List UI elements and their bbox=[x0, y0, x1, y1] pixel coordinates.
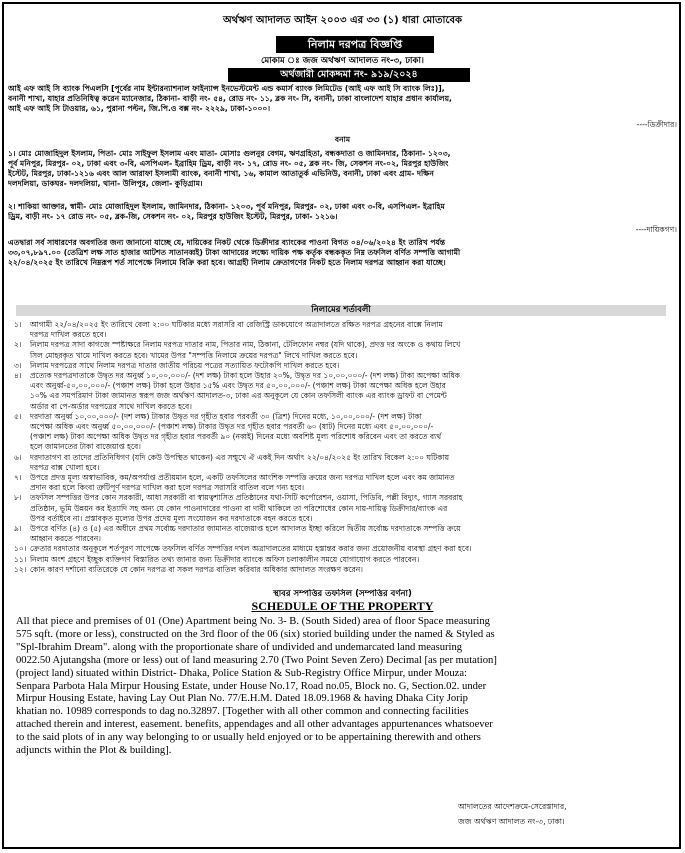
schedule-title-en: SCHEDULE OF THE PROPERTY bbox=[251, 600, 434, 613]
schedule-title-bn: স্থাবর সম্পত্তির তফসিল (সম্পত্তির বর্ণনা) bbox=[273, 589, 412, 599]
condition-item: ৩। নিলাম দরপত্রের সাথে নিলাম দরপত্র দাতার জাতীয় পরিচয় পত্রের সত্যায়িত ফটোকপি দাখিল করতে হবে। bbox=[14, 360, 340, 370]
condition-item: ৫। দরদাতা অনুর্ধ্ব ১০,০০,০০০/- (দশ লক্ষ) টাকার উদ্বৃত দর গৃহীত হবার পরবর্তী ৩০ (ত্রিশ) দিনের মধ্যে, ১০,০০,০০০/- (দশ লক্ষ) টাকা অপেক্ষা অধিক এবং অনুর্ধ্ব ৫০,০০,০০০/- (পঞ্চাশ লক্ষ) টাকার উদ্বৃত দর গৃহীত হবার পরবর্তী ৬০ (ষাট) দিনের মধ্যে এবং ৫০,০০,০০০/- (পঞ্চাশ লক্ষ) টাকা অপেক্ষা অধিক উদ্বৃত দর গৃহীত হবার পরবর্তী ৯০ (নব্বই) দিনের মধ্যে অবশিষ্ট মূল্য পরিশোধ করিবেন এবং তা করতে ব্যর্থ হলে জামানতের টাকা বাজেয়াপ্ত হবে। bbox=[14, 411, 442, 452]
defendant-line: ড্রিম, বাড়ী নং- ১৭ রোড নং- ০৫, ব্লক-জি, সেকশন নং- ০২, মিরপুর হাউজিং ইস্টেট, মিরপুর, ঢাকা- ১২১৬। bbox=[8, 212, 338, 221]
schedule-line: to the said plots of in any way belonging to or usually held enjoyed or to be appertaining therewith and others bbox=[16, 732, 481, 744]
schedule-line: All that piece and premises of 01 (One) Apartment being No. 3- B. (South Sided) area of floor Space measuring bbox=[16, 616, 490, 627]
plaintiff-line-2: বনানী শাখা, যাহার প্রতিনিধিত্ব করেন ম্যানেজার, ঠিকানা- বাড়ী নং- ৫৪, রোড নং- ১১, ব্লক নং- সি, বনানী, ঢাকা বাংলাদেশ যাহার প্রধান কার্যালয়, bbox=[8, 94, 452, 103]
defendant-line: ২। শাকিয়া আক্তার, স্বামী- মোঃ মোজাহিদুল ইসলাম, জামিনদার, ঠিকানা- ১২০৩, পূর্ব মনিপুর, মিরপুর- ০২, ঢাকা এবং ৩-বি, এসপিএল- ইব্রাহিম bbox=[8, 202, 445, 211]
schedule-line: "Spl-Ibrahim Dream". along with the proportionate share of undivided and undemarcated land measuring bbox=[16, 641, 463, 653]
plaintiff-line-1: আই এফ আই সি ব্যাংক পিএলসি [পূর্বের নাম ইন্টারন্যাশনাল ফাইন্যান্স ইনভেস্টমেন্ট এন্ড কমার্স ব্যাংক লিমিটেড (আই এফ আই সি ব্যাংক লিঃ)], bbox=[8, 84, 445, 93]
signature-line-2: জজ অর্থঋণ আদালত নং-৩, ঢাকা। bbox=[458, 817, 565, 826]
condition-item: ৬। দরদাতাগণ বা তাদের প্রতিনিধিগণ (যদি কেউ উপস্থিত থাকেন) এর সম্মুখে ঐ একই দিন অর্থাৎ ২২/০৪/২০২৫ ইং তারিখ বিকেল ২:০০ ঘটিকায় দরপত্র বাক্স খোলা হবে। bbox=[14, 452, 450, 472]
schedule-line: attached therein and interest, easement. benefits, appendages and all other advantages appurtenances whatsoever bbox=[16, 719, 493, 731]
notice-line: এতদ্বারা সর্ব সাধারণের অবগতির জন্য জানানো যাচ্ছে যে, দায়িকের নিকট থেকে ডিক্রীদার ব্যাংকের পাওনা বিগত ০৪/০৬/২০২৪ ইং তারিখ পর্যন্ত bbox=[8, 238, 446, 247]
condition-item: ৯। উপরে বর্ণিত (৪) ও (৫) এর অধীনে প্রথম সর্বোচ্চ দরদাতার জামানত বাজেয়াপ্ত হলে আদালত ইচ্ছা করিলে দ্বিতীয় সর্বোচ্চ দরদাতাকে সম্পত্তি ক্রয়ে আহ্বান করতে পারবেন। bbox=[14, 524, 461, 544]
defendant-line: ১। মোঃ মোজাহিদুল ইসলাম, পিতা- মোঃ সাইফুল ইসলাম এবং মাতা- মোসাঃ গুলনুর বেগম, ঋণগ্রহিতা, বন্ধকদাতা ও জামিনদার, ঠিকানা- ১২০৩, bbox=[8, 149, 451, 158]
schedule-line: Senpara Parbota Hala Mirpur Housing Estate, under House No.17, Road no.05, Block no. G, Section.02. under bbox=[16, 680, 487, 692]
schedule-line: Mirpur Housing Estate, having Lay Out Plan No. 77/E.H.M. Dated 18.09.1968 & having Dhaka City Jorip bbox=[16, 693, 468, 705]
notice-line: ৩৩,০৭,৮৯৭.০০ (তেত্রিশ লক্ষ সাত হাজার আটশত সাতানব্বই) টাকা আদায়ের লক্ষ্যে দায়িক পক্ষ কর্তৃক বন্ধককৃত নিম্ন তফসিল বর্ণিত সম্পত্তি আগামী bbox=[8, 248, 461, 257]
plaintiff-role: ----ডিক্রীদার। bbox=[636, 120, 677, 129]
condition-item: ১। আগামী ২২/০৪/২০২৫ ইং তারিখে বেলা ২:০০ ঘটিকার মধ্যে সরাসরি বা রেজিস্ট্রি ডাকযোগে অত্রাদালতে রক্ষিত দরপত্র গ্রহনের বাক্সে নিলাম দরপত্র দাখিল করতে হবে। bbox=[14, 320, 443, 340]
defendant-line: পূর্ব মনিপুর, মিরপুর- ০২, ঢাকা এবং ৩-বি, এসপিএল- ইব্রাহিম ড্রিম, বাড়ী নং- ১৭, রোড নং- ০৫, ব্লক নং- জি, সেকশন নং-০২, মিরপুর হাউজিং bbox=[8, 159, 449, 168]
condition-item: ১২। কোন কারণ দর্শানো ব্যতিরেকে যে কোন দরপত্র বা সকল দরপত্র বাতিল করিবার অধিকার আদালত সংরক্ষণ করেন। bbox=[14, 564, 363, 574]
notice-title: নিলাম দরপত্র বিজ্ঞপ্তি bbox=[276, 36, 434, 53]
schedule-line: 575 sqft. (more or less), constructed on the 3rd floor of the 06 (six) storied building under the named & Styled as bbox=[16, 628, 495, 640]
condition-item: ১০। ক্রেতার দরদাতার অনুকূলে শর্তপূরণ সাপেক্ষে তফসিল বর্ণিত সম্পত্তির দখল অত্রাদালতের মাধ্যমে হস্তান্তর করার জন্য প্রয়োজনীয় ব্যবস্থা গ্রহণ করা হবে। bbox=[14, 544, 472, 554]
signature-line-1: আদালতের আদেশক্রমে-সেরেস্তাদার, bbox=[458, 802, 567, 811]
schedule-line: 0022.50 Ajutangsha (more or less) out of land measuring 2.70 (Two Point Seven Zero) Decimal [as per mutation] bbox=[16, 654, 497, 666]
schedule-line: adjuncts within the Plot & building]. bbox=[16, 745, 172, 757]
defendant-line: দলদলিয়া, ডাকঘর- দলদলিয়া, থানা- উলিপুর, জেলা- কুড়িগ্রাম। bbox=[8, 179, 203, 188]
notice-line: ২২/০৪/২০২৫ ইং তারিখে নিম্নরূপ শর্ত সাপেক্ষে নিলামে বিক্রি করা হবে। আগ্রহী নিলাম ক্রেতাগণের নিকট হতে নিলাম দরপত্র আহ্বান করা যাচ্ছে। bbox=[8, 258, 446, 267]
plaintiff-line-3: আই এফ আই সি টাওয়ার, ৬১, পুরানা পল্টন, জি.পি.ও বক্স নং- ২২২৯, ঢাকা-১০০০। bbox=[8, 104, 271, 113]
condition-item: ৭। উপরে প্রদত্ত মূল্য অস্বাভাবিক, কম/অপর্যাপ্ত প্রতীয়মান হলে, একটি তফসিলের আংশিক সম্পত্তি ক্রয়ের জন্য দরপত্র দাখিল হলে এবং কম জামানত প্রদান করা হলে কিংবা ত্রুটিপূর্ণ দরপত্র দাখিল করা হলে দরপত্র সরাসরি বাতিল বলে গন্য হবে। bbox=[14, 473, 455, 493]
court-name: মোকাম ঃ জজ অর্থঋণ আদালত নং-৩, ঢাকা। bbox=[261, 56, 424, 66]
condition-item: ৪। প্রত্যেক দরপত্রদাতাকে উদ্বৃত দর অনুর্ধ্ব ১০,০০,০০০/- (দশ লক্ষ) টাকা হলে উহার ২০%, উদ্বৃত দর ১০,০০,০০০/- (দশ লক্ষ) টাকা অপেক্ষা অধিক এবং অনুর্ধ্ব-৫০,০০,০০০/- (পঞ্চাশ লক্ষ) টাকা হলে উহার ১৫% এবং উদ্বৃত দর ৫০,০০,০০০/- (পঞ্চাশ লক্ষ) টাকা অপেক্ষা অধিক হলে উহার ১০% এর সমপরিমাণ টাকা জামানত স্বরূপ জজ অর্থঋণ আদালত-৩, ঢাকা এর অনুকূলে যে কোন তফসিলী ব্যাংক এর ব্যাংক ড্রাফট বা পেমেন্ট অর্ডার বা পে-অর্ডার দরপত্রের সাথে দাখিল করতে হবে। bbox=[14, 371, 460, 411]
condition-item: ১১। নিলাম অংশ গ্রহণে ইচ্ছুক ব্যক্তিগণ বিস্তারিত তথ্য জানার জন্য ডিক্রীদার ব্যাংকে অফিস চলাকালীন সময়ে যোগাযোগ করতে পারবেন। bbox=[14, 554, 420, 564]
schedule-line: khatian no. 10989 corresponds to dag no.32897. [Together with all other common and connecting facilities bbox=[16, 706, 469, 718]
case-number: অর্থজারী মোকদ্দমা নং- ৯১৯/২০২৪ bbox=[228, 68, 470, 82]
condition-item: ৮। তফসিল সম্পত্তির উপর কোন সরকারী, আধা সরকারী বা স্বায়ত্বশাসিত প্রতিষ্ঠানের যথা-সিটি কর্পোরেশন, ওয়াসা, পিডিবি, পল্লী বিদ্যুৎ, গ্যাস সরবরাহ প্রতিষ্ঠান, ভূমি উন্নয়ন কর ইত্যাদি সহ অন্য যে কোন পাওনাদারের পাওনা বা দাবী থাকিলে তা পরিশোধের কোন দায়-দায়িত্ব ডিক্রীদার/ব্যাংক এর উপর বর্তাইবে না। প্রস্তাবকৃত মূল্যের উপর প্রদেয় মূল্য সংযোজন কর দরদাতাকে বহন করতে হবে। bbox=[14, 493, 463, 523]
condition-item: ২। নিলাম দরপত্র সাদা কাগজে স্পষ্টাক্ষরে নিলাম দরপত্র দাতার নাম, পিতার নাম, ঠিকানা, টেলিফোন নম্বর (যদি থাকে), প্রদত্ত দর অংকে ও কথায় লিখে সিল মোহরকৃত খামে দাখিল করতে হবে। খামের উপর "সম্পত্তি নিলামে ক্রয়ের দরপত্র" লিখে দাখিল করতে হবে। bbox=[14, 340, 461, 360]
schedule-body bbox=[16, 616, 675, 758]
conditions-list bbox=[14, 320, 675, 575]
conditions-title: নিলামের শর্তাবলী bbox=[16, 305, 666, 316]
defendant-role: ----দায়িকগণ। bbox=[635, 225, 677, 234]
law-reference: অর্থঋণ আদালত আইন ২০০৩ এর ৩৩ (১) ধারা মোতাবেক bbox=[222, 15, 463, 26]
versus-label: বনাম bbox=[334, 135, 351, 144]
defendant-line: ইস্টেট, মিরপুর, ঢাকা-১২১৬ এবং আল আরাফা ইসলামী ব্যাংক, বনানী শাখা, ১৬, কামাল আতাতুর্ক এভিনিউ, বনানী, ঢাকা এবং গ্রাম- দক্ষিন bbox=[8, 169, 434, 178]
schedule-line: (project land) situated within District- Dhaka, Police Station & Sub-Registry Office Mirpur, under Mouza: bbox=[16, 667, 467, 679]
